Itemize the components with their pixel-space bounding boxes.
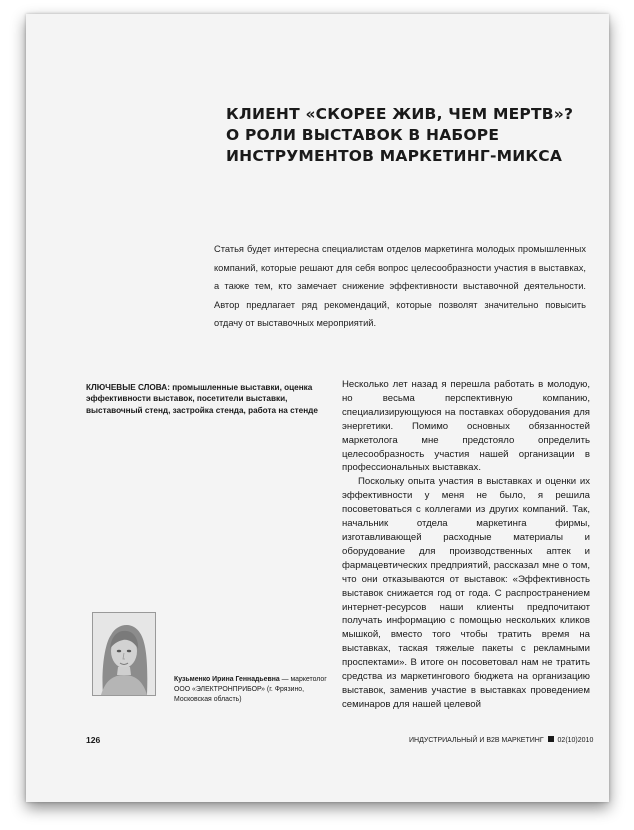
article-title: [226, 104, 586, 167]
article-body: [342, 378, 590, 712]
square-bullet-icon: [548, 736, 554, 742]
magazine-page: [26, 14, 609, 802]
title-line: ИНСТРУМЕНТОВ МАРКЕТИНГ-МИКСА: [226, 147, 563, 165]
author-name: Кузьменко Ирина Геннадьевна: [174, 676, 280, 683]
author-photo: [92, 612, 156, 696]
body-paragraph: Несколько лет назад я перешла работать в молодую, но весьма перспективную компанию, специализирующуюся на поставках оборудования для энергетики. Помимо основных обязанностей маркетолога мне предстояло определить целесообразность участия нашей организации в профессиональных выставках.: [342, 379, 590, 474]
author-details: — маркетолог ООО «ЭЛЕКТРОНПРИБОР» (г. Фрязино, Московская область): [174, 676, 327, 703]
issue-number: 02(10)2010: [557, 737, 594, 744]
page-number: 126: [86, 735, 101, 745]
author-portrait-image: [93, 613, 155, 695]
body-paragraph: Поскольку опыта участия в выставках и оценки их эффективности у меня не было, я решила посоветоваться с коллегами из других компаний. Так, начальник отдела маркетинга фирмы, изготавливающей расходные материалы и оборудование для производственных аптек и фармацевтических предприятий, рассказал мне о том, что они отказываются от выставок: «Эффективность выставок снижается год от года. С распространением интернет-ресурсов наши клиенты предпочитают получать информацию с помощью нескольких кликов мышкой, вместо того чтобы тратить время на выставках, таская тяжелые пакеты с рекламными проспектами». В итоге он посоветовал нам не тратить средства из маркетингового бюджета на организацию выставок, заменив участие в выставках проведением семинаров для нашей целевой: [342, 476, 590, 710]
title-line: КЛИЕНТ «СКОРЕЕ ЖИВ, ЧЕМ МЕРТВ»?: [226, 105, 574, 123]
keywords: КЛЮЧЕВЫЕ СЛОВА: промышленные выставки, оценка эффективности выставок, посетители выставки, выставочный стенд, застройка стенда, работа на стенде: [86, 383, 318, 415]
article-lead: Статья будет интересна специалистам отделов маркетинга молодых промышленных компаний, которые решают для себя вопрос целесообразности участия в выставках, а также тем, кто замечает снижение эффективности выставочной деятельности. Автор предлагает ряд рекомендаций, которые позволят значительно повысить отдачу от выставочных мероприятий.: [214, 244, 586, 328]
footer-journal: [409, 736, 594, 744]
journal-name: ИНДУСТРИАЛЬНЫЙ И B2B МАРКЕТИНГ: [409, 737, 544, 744]
title-line: О РОЛИ ВЫСТАВОК В НАБОРЕ: [226, 126, 500, 144]
author-info: [174, 675, 332, 705]
